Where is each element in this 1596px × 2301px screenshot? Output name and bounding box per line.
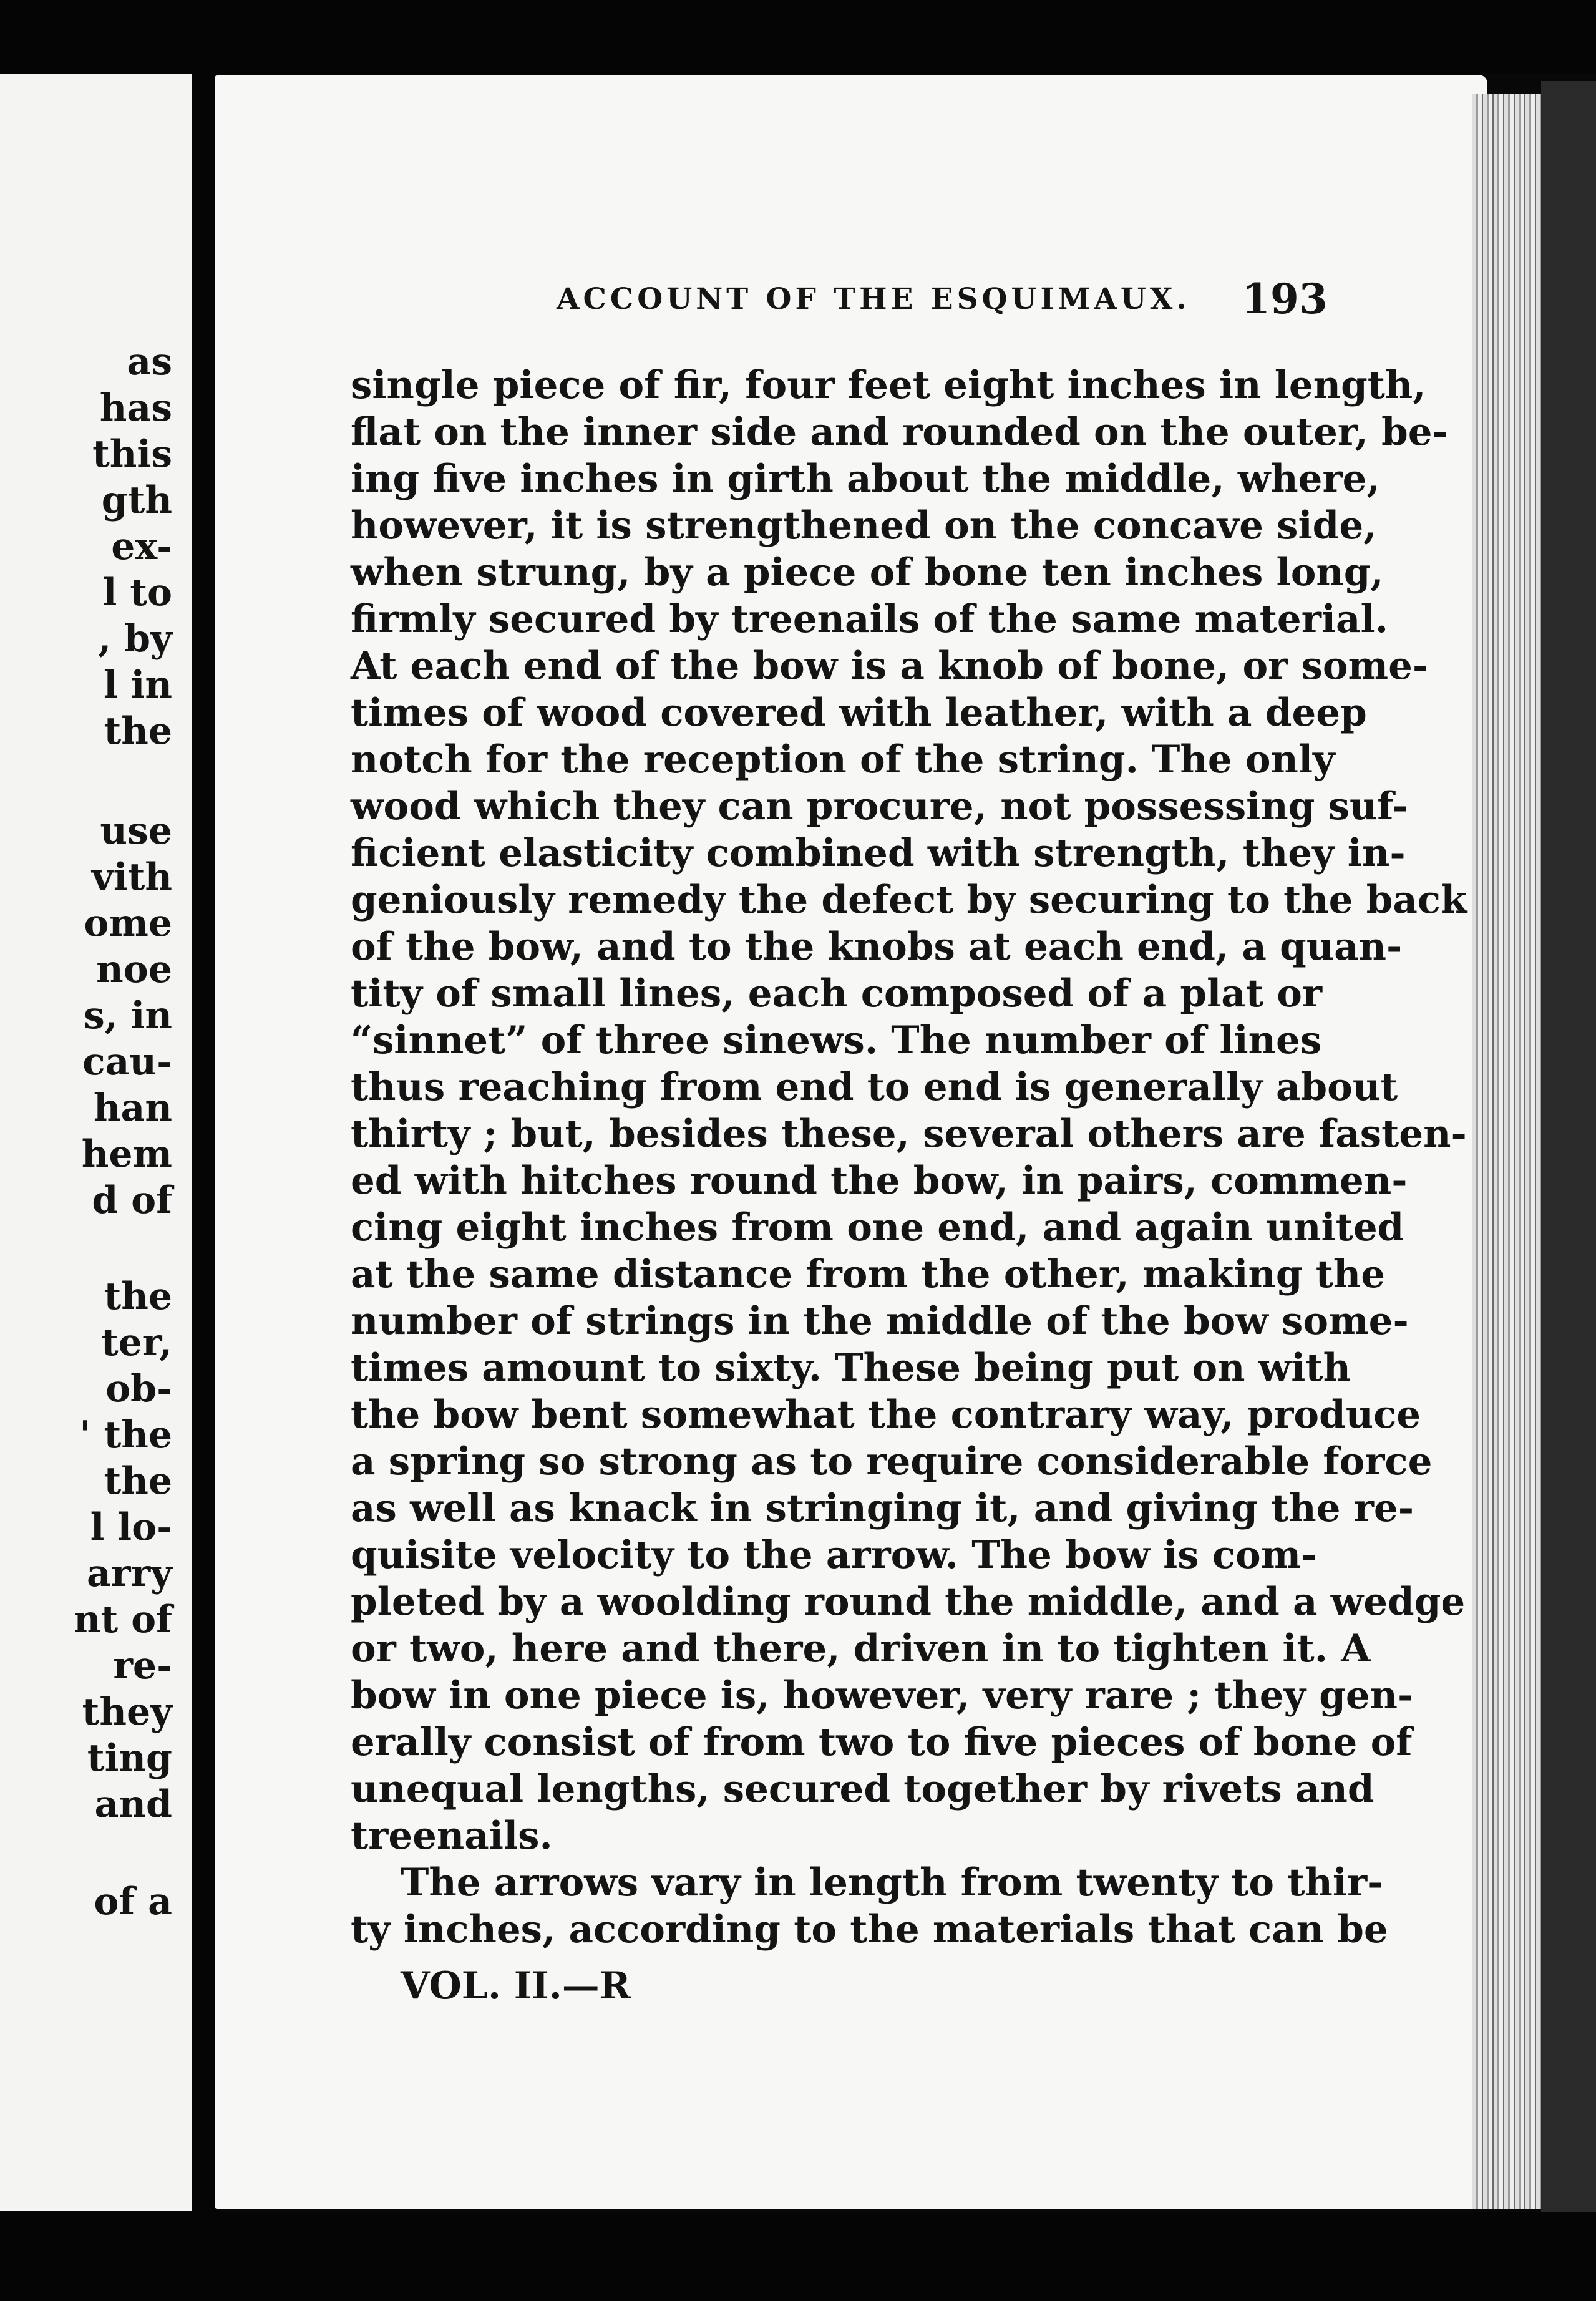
text-line: cing eight inches from one end, and again united [351,1205,1404,1250]
text-line: firmly secured by treenails of the same material. [351,597,1388,641]
text-line: geniously remedy the defect by securing to the back [351,878,1467,922]
text-line: unequal lengths, secured together by rivets and [351,1767,1375,1811]
left-fragment: this [92,432,172,476]
left-fragment: ob- [105,1367,172,1411]
body-text [351,362,1467,1953]
left-fragment: l to [102,571,172,615]
left-fragment: they [82,1690,172,1734]
left-fragment: hem [81,1132,172,1176]
text-line: or two, here and there, driven in to tighten it. A [351,1627,1371,1671]
left-fragment: noe [96,948,172,991]
page-number: 193 [1242,275,1328,323]
bottom-shadow [0,2212,1596,2301]
left-fragment: of a [94,1880,172,1924]
left-fragment: vith [92,855,172,899]
left-fragment: as [127,340,172,384]
left-fragment: and [94,1783,172,1826]
text-line: when strung, by a piece of bone ten inches long, [351,550,1384,595]
text-line: wood which they can procure, not possessing suf- [351,784,1408,829]
left-fragment: use [100,809,172,853]
left-fragment: l lo- [90,1506,172,1549]
left-fragment: cau- [82,1040,172,1084]
text-line: ing five inches in girth about the middle, where, [351,457,1380,501]
text-line: single piece of fir, four feet eight inches in length, [351,363,1426,407]
text-line: pleted by a woolding round the middle, and a wedge [351,1580,1466,1624]
text-line: at the same distance from the other, making the [351,1252,1386,1296]
left-fragment: ter, [100,1321,172,1365]
left-fragment: has [99,386,172,430]
text-line: quisite velocity to the arrow. The bow is com- [351,1533,1317,1577]
left-fragment: gth [101,479,172,522]
text-line: as well as knack in stringing it, and giving the re- [351,1486,1414,1530]
left-fragment: ting [87,1736,172,1780]
text-line: erally consist of from two to five pieces of bone of [351,1720,1413,1764]
facing-page-fragment [0,74,195,2211]
book-cover-edge [1541,81,1596,2234]
left-fragment: ' the [79,1413,172,1457]
text-line: a spring so strong as to require considerable force [351,1439,1433,1484]
left-fragment: re- [113,1644,172,1688]
text-line: the bow bent somewhat the contrary way, produce [351,1393,1421,1437]
text-line: flat on the inner side and rounded on the outer, be- [351,410,1448,454]
text-line: ficient elasticity combined with strength, they in- [351,831,1406,875]
left-fragment: ex- [111,525,172,568]
left-fragment: the [104,709,172,753]
text-line: tity of small lines, each composed of a plat or [351,971,1323,1016]
text-line: treenails. [351,1814,553,1858]
text-line: thirty ; but, besides these, several others are fasten- [351,1112,1467,1156]
page-edges [1472,94,1547,2209]
text-line: ed with hitches round the bow, in pairs, commen- [351,1159,1408,1203]
left-fragment: arry [87,1552,172,1595]
text-line: The arrows vary in length from twenty to thir- [401,1861,1383,1905]
text-line: number of strings in the middle of the bow some- [351,1299,1409,1343]
left-fragment: the [104,1275,172,1318]
text-line: thus reaching from end to end is generally about [351,1065,1398,1109]
text-line: however, it is strengthened on the concave side, [351,503,1377,548]
left-fragment: nt of [73,1598,172,1642]
left-fragment: han [93,1086,172,1130]
text-line: of the bow, and to the knobs at each end, a quan- [351,925,1403,969]
left-fragment: s, in [84,994,172,1038]
signature-mark: VOL. II.—R [401,1964,631,2008]
left-fragment: d of [92,1179,172,1222]
text-line: times of wood covered with leather, with a deep [351,691,1367,735]
text-line: times amount to sixty. These being put on with [351,1346,1351,1390]
text-line: notch for the reception of the string. The only [351,737,1335,782]
left-fragment: ome [84,902,172,945]
left-fragment: the [104,1459,172,1503]
text-line: bow in one piece is, however, very rare ; they gen- [351,1673,1414,1718]
text-line: At each end of the bow is a knob of bone, or some- [351,644,1429,688]
left-fragment: l in [103,663,172,707]
left-fragment: , by [98,617,172,661]
top-shadow [0,0,1596,74]
text-line: ty inches, according to the materials that can be [351,1907,1388,1952]
text-line: “sinnet” of three sinews. The number of lines [351,1018,1322,1063]
running-head: ACCOUNT OF THE ESQUIMAUX. [557,282,1190,316]
